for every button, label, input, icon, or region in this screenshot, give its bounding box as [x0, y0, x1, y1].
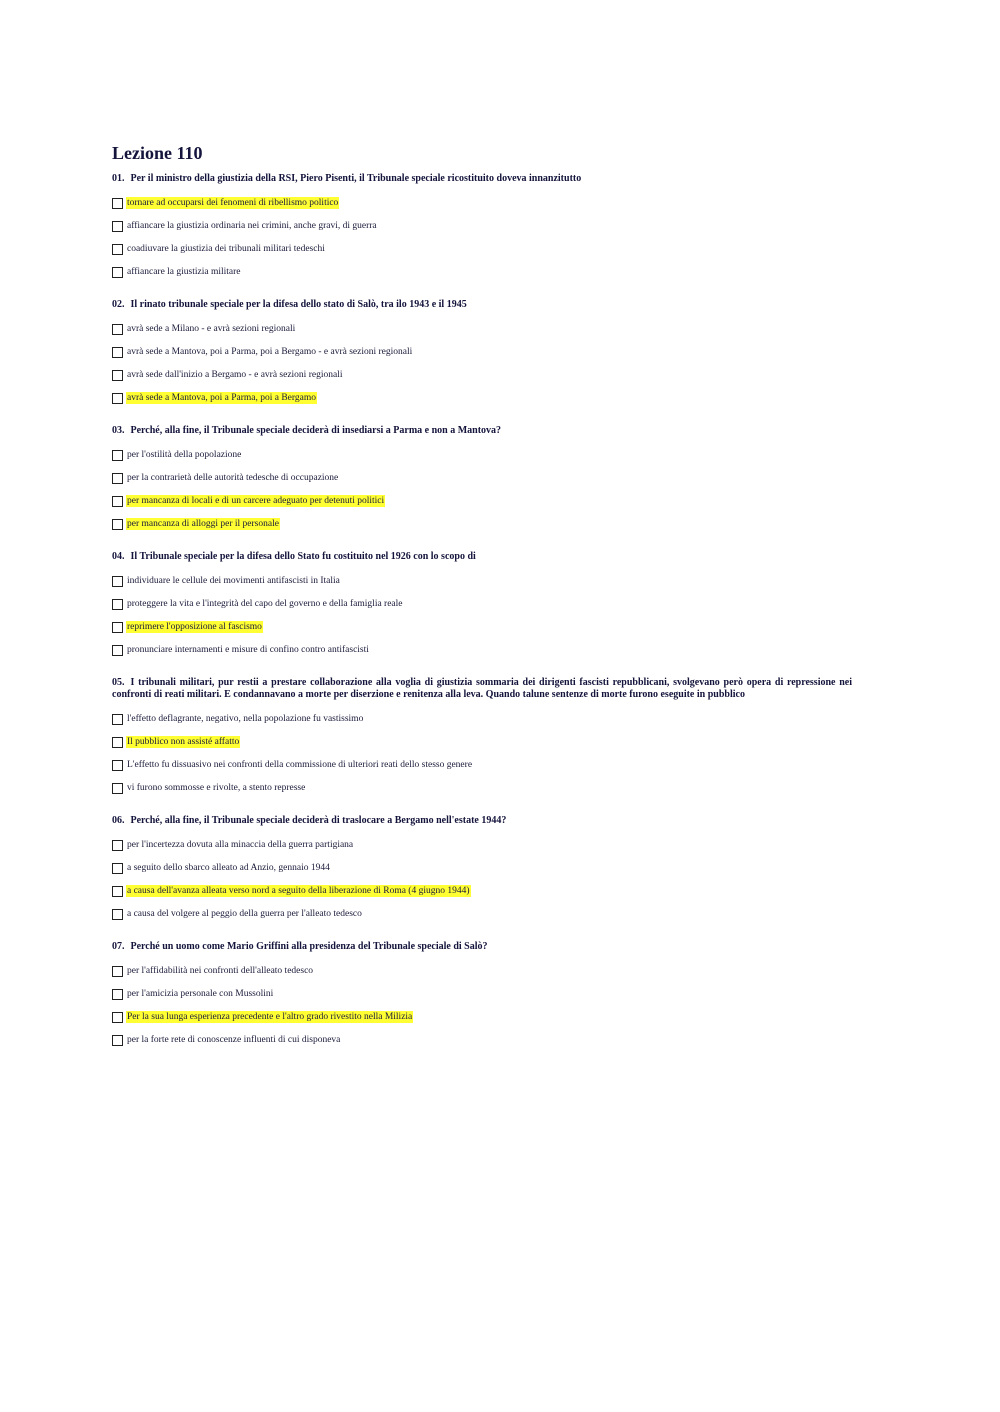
- answer-checkbox[interactable]: [112, 599, 123, 610]
- answer-label: avrà sede dall'inizio a Bergamo - e avrà sezioni regionali: [127, 370, 343, 380]
- answer-option[interactable]: [112, 757, 852, 773]
- answer-label: per la contrarietà delle autorità tedesche di occupazione: [127, 473, 339, 483]
- question-number: 04.: [112, 551, 125, 562]
- answer-option[interactable]: [112, 264, 852, 280]
- answer-option[interactable]: [112, 906, 852, 922]
- answer-label-highlighted: per mancanza di alloggi per il personale: [127, 519, 279, 529]
- answer-option[interactable]: [112, 321, 852, 337]
- answer-option[interactable]: [112, 493, 852, 509]
- answer-checkbox[interactable]: [112, 645, 123, 656]
- answer-label: per l'ostilità della popolazione: [127, 450, 242, 460]
- question-prompt: I tribunali militari, pur restii a prestare collaborazione alla voglia di giustizia sommaria dei dirigenti fascisti repubblicani, svolgevano però opera di repressione nei confronti di reati militari. E condannavano a morte per diserzione e renitenza alla leva. Quando talune sentenze di morte furono eseguite in pubblico: [112, 677, 852, 700]
- answer-option[interactable]: [112, 963, 852, 979]
- answer-option[interactable]: [112, 218, 852, 234]
- answer-option[interactable]: [112, 390, 852, 406]
- question-text: [112, 425, 852, 437]
- answer-label-highlighted: a causa dell'avanza alleata verso nord a seguito della liberazione di Roma (4 giugno 1944): [127, 886, 470, 896]
- answer-option[interactable]: [112, 470, 852, 486]
- answer-checkbox[interactable]: [112, 221, 123, 232]
- document-page: [112, 142, 852, 1067]
- answer-label: individuare le cellule dei movimenti antifascisti in Italia: [127, 576, 340, 586]
- answer-option[interactable]: [112, 573, 852, 589]
- answer-option[interactable]: [112, 596, 852, 612]
- question-text: [112, 551, 852, 563]
- answer-label-highlighted: Per la sua lunga esperienza precedente e l'altro grado rivestito nella Milizia: [127, 1012, 413, 1022]
- answer-option[interactable]: [112, 883, 852, 899]
- answer-option[interactable]: [112, 619, 852, 635]
- answer-checkbox[interactable]: [112, 370, 123, 381]
- question-prompt: Perché, alla fine, il Tribunale speciale deciderà di insediarsi a Parma e non a Mantova?: [130, 425, 502, 436]
- question-spacer: [112, 413, 852, 425]
- answer-checkbox[interactable]: [112, 863, 123, 874]
- answer-label: affiancare la giustizia ordinaria nei crimini, anche gravi, di guerra: [127, 221, 377, 231]
- answer-label-highlighted: avrà sede a Mantova, poi a Parma, poi a Bergamo: [127, 393, 316, 403]
- answer-checkbox[interactable]: [112, 473, 123, 484]
- question-block: [112, 551, 852, 677]
- question-block: [112, 677, 852, 815]
- question-text: [112, 941, 852, 953]
- question-text: [112, 677, 852, 701]
- answer-checkbox[interactable]: [112, 966, 123, 977]
- question-spacer: [112, 929, 852, 941]
- answer-option[interactable]: [112, 447, 852, 463]
- lesson-title: Lezione 110: [112, 143, 203, 163]
- question-number: 06.: [112, 815, 125, 826]
- answer-label: a seguito dello sbarco alleato ad Anzio, gennaio 1944: [127, 863, 330, 873]
- answer-label: per l'amicizia personale con Mussolini: [127, 989, 274, 999]
- answer-option[interactable]: [112, 860, 852, 876]
- question-prompt: Per il ministro della giustizia della RSI, Piero Pisenti, il Tribunale speciale ricostituito doveva innanzitutto: [130, 173, 582, 184]
- answer-option[interactable]: [112, 516, 852, 532]
- answer-option[interactable]: [112, 734, 852, 750]
- answer-label: per la forte rete di conoscenze influenti di cui disponeva: [127, 1035, 341, 1045]
- answer-checkbox[interactable]: [112, 886, 123, 897]
- answer-checkbox[interactable]: [112, 737, 123, 748]
- question-block: [112, 815, 852, 941]
- answer-checkbox[interactable]: [112, 1012, 123, 1023]
- answer-label: per l'incertezza dovuta alla minaccia della guerra partigiana: [127, 840, 354, 850]
- answer-label-highlighted: reprimere l'opposizione al fascismo: [127, 622, 262, 632]
- answer-checkbox[interactable]: [112, 783, 123, 794]
- answer-label: affiancare la giustizia militare: [127, 267, 241, 277]
- answer-label: a causa del volgere al peggio della guerra per l'alleato tedesco: [127, 909, 362, 919]
- answer-option[interactable]: [112, 367, 852, 383]
- answer-option[interactable]: [112, 1032, 852, 1048]
- answer-option[interactable]: [112, 711, 852, 727]
- answer-label: avrà sede a Mantova, poi a Parma, poi a Bergamo - e avrà sezioni regionali: [127, 347, 413, 357]
- answer-checkbox[interactable]: [112, 347, 123, 358]
- answer-checkbox[interactable]: [112, 324, 123, 335]
- answer-checkbox[interactable]: [112, 840, 123, 851]
- question-number: 05.: [112, 677, 125, 688]
- question-number: 03.: [112, 425, 125, 436]
- question-text: [112, 173, 852, 185]
- answer-checkbox[interactable]: [112, 267, 123, 278]
- answer-checkbox[interactable]: [112, 909, 123, 920]
- question-block: [112, 425, 852, 551]
- question-number: 02.: [112, 299, 125, 310]
- question-number: 01.: [112, 173, 125, 184]
- question-text: [112, 299, 852, 311]
- answer-checkbox[interactable]: [112, 393, 123, 404]
- question-text: [112, 815, 852, 827]
- question-spacer: [112, 287, 852, 299]
- answer-checkbox[interactable]: [112, 576, 123, 587]
- question-spacer: [112, 1055, 852, 1067]
- answer-label-highlighted: Il pubblico non assisté affatto: [127, 737, 240, 747]
- answer-option[interactable]: [112, 195, 852, 211]
- answer-checkbox[interactable]: [112, 1035, 123, 1046]
- answer-checkbox[interactable]: [112, 496, 123, 507]
- answer-option[interactable]: [112, 986, 852, 1002]
- answer-option[interactable]: [112, 344, 852, 360]
- answer-label-highlighted: tornare ad occuparsi dei fenomeni di ribellismo politico: [127, 198, 339, 208]
- answer-option[interactable]: [112, 642, 852, 658]
- answer-option[interactable]: [112, 837, 852, 853]
- question-spacer: [112, 665, 852, 677]
- answer-label: per l'affidabilità nei confronti dell'alleato tedesco: [127, 966, 314, 976]
- answer-label: proteggere la vita e l'integrità del capo del governo e della famiglia reale: [127, 599, 403, 609]
- answer-checkbox[interactable]: [112, 519, 123, 530]
- question-prompt: Perché un uomo come Mario Griffini alla presidenza del Tribunale speciale di Salò?: [130, 941, 488, 952]
- answer-option[interactable]: [112, 780, 852, 796]
- answer-checkbox[interactable]: [112, 989, 123, 1000]
- answer-option[interactable]: [112, 1009, 852, 1025]
- answer-label: L'effetto fu dissuasivo nei confronti della commissione di ulteriori reati dello stesso genere: [127, 760, 473, 770]
- question-prompt: Perché, alla fine, il Tribunale speciale deciderà di traslocare a Bergamo nell'estate 1944?: [130, 815, 507, 826]
- answer-label: coadiuvare la giustizia dei tribunali militari tedeschi: [127, 244, 325, 254]
- question-spacer: [112, 539, 852, 551]
- question-list: [112, 173, 852, 1067]
- question-number: 07.: [112, 941, 125, 952]
- answer-checkbox[interactable]: [112, 760, 123, 771]
- answer-checkbox[interactable]: [112, 622, 123, 633]
- answer-label: pronunciare internamenti e misure di confino contro antifascisti: [127, 645, 369, 655]
- question-block: [112, 299, 852, 425]
- answer-label: l'effetto deflagrante, negativo, nella popolazione fu vastissimo: [127, 714, 364, 724]
- question-block: [112, 941, 852, 1067]
- answer-label: vi furono sommosse e rivolte, a stento represse: [127, 783, 306, 793]
- question-spacer: [112, 803, 852, 815]
- answer-checkbox[interactable]: [112, 198, 123, 209]
- answer-label-highlighted: per mancanza di locali e di un carcere adeguato per detenuti politici: [127, 496, 385, 506]
- answer-checkbox[interactable]: [112, 714, 123, 725]
- question-prompt: Il Tribunale speciale per la difesa dello Stato fu costituito nel 1926 con lo scopo di: [130, 551, 476, 562]
- question-block: [112, 173, 852, 299]
- answer-option[interactable]: [112, 241, 852, 257]
- answer-checkbox[interactable]: [112, 244, 123, 255]
- answer-checkbox[interactable]: [112, 450, 123, 461]
- answer-label: avrà sede a Milano - e avrà sezioni regionali: [127, 324, 296, 334]
- question-prompt: Il rinato tribunale speciale per la difesa dello stato di Salò, tra ilo 1943 e il 1945: [130, 299, 467, 310]
